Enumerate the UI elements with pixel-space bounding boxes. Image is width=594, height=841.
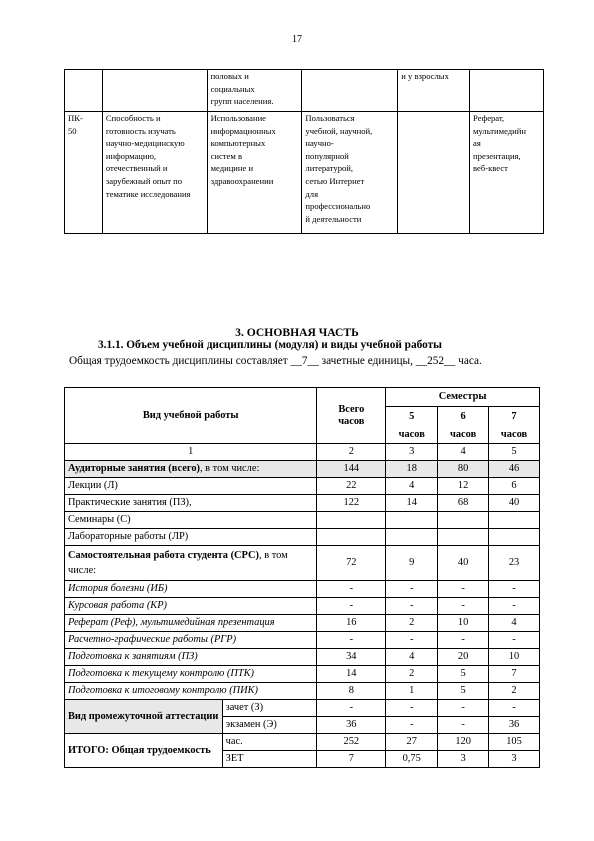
table-row	[65, 546, 540, 581]
attestation-type: экзамен (Э)	[222, 717, 317, 734]
cell-sem5: -	[386, 700, 438, 717]
table-row	[65, 461, 540, 478]
cell-total: -	[317, 700, 386, 717]
numbering-row	[65, 444, 540, 461]
work-type-label-text: Подготовка к занятиям (ПЗ)	[68, 651, 198, 662]
cell-total: 72	[317, 546, 386, 581]
cell-sem7: -	[489, 598, 540, 615]
cell-total: 8	[317, 683, 386, 700]
work-type-label	[65, 478, 317, 495]
competence-knows: половых и социальных групп населения.	[207, 70, 302, 112]
work-type-label-text: , в том числе:	[68, 550, 288, 576]
cell-sem7: 36	[489, 717, 540, 734]
cell-total: -	[317, 632, 386, 649]
section-subtitle: 3.1.1. Объем учебной дисциплины (модуля) и виды учебной работы	[98, 339, 442, 351]
workload-table	[64, 387, 540, 768]
total-unit: ЗЕТ	[222, 751, 317, 768]
cell-sem6: 12	[438, 478, 489, 495]
cell-total	[317, 529, 386, 546]
table-row	[65, 632, 540, 649]
competence-can	[302, 70, 398, 112]
competence-owns	[398, 112, 470, 234]
attestation-type: зачет (З)	[222, 700, 317, 717]
work-type-label	[65, 615, 317, 632]
work-type-label	[65, 632, 317, 649]
cell-total: 252	[317, 734, 386, 751]
table-header-row	[65, 388, 540, 407]
table-row	[65, 529, 540, 546]
work-type-label	[65, 529, 317, 546]
cell-sem7: 4	[489, 615, 540, 632]
cell-sem7: -	[489, 632, 540, 649]
work-type-label-bold: Самостоятельная работа студента (СРС)	[68, 550, 259, 561]
work-type-label	[65, 581, 317, 598]
competence-description	[102, 70, 207, 112]
header-semesters: Семестры	[386, 388, 540, 407]
cell-total: -	[317, 598, 386, 615]
semester-hours-label: часов	[489, 426, 540, 444]
cell-sem5: -	[386, 717, 438, 734]
work-type-label-text: Лекции (Л)	[68, 480, 118, 491]
competence-table	[64, 69, 544, 234]
cell-sem7: 3	[489, 751, 540, 768]
work-type-label-text: Семинары (С)	[68, 514, 131, 525]
cell-sem5	[386, 512, 438, 529]
competence-assessment: Реферат, мультимедийн ая презентация, веб-квест	[470, 112, 544, 234]
semester-number: 7	[489, 407, 540, 427]
competence-code	[65, 70, 103, 112]
work-type-label-text: Лабораторные работы (ЛР)	[68, 531, 189, 542]
table-row	[65, 581, 540, 598]
cell-sem5: 9	[386, 546, 438, 581]
table-row	[65, 649, 540, 666]
header-total: Всего часов	[317, 388, 386, 444]
page-number: 17	[292, 34, 302, 45]
cell-sem7: 2	[489, 683, 540, 700]
cell-sem6: -	[438, 581, 489, 598]
cell-sem6: 5	[438, 666, 489, 683]
semester-hours-label: часов	[438, 426, 489, 444]
cell-sem6: -	[438, 717, 489, 734]
table-row	[65, 478, 540, 495]
cell-total	[317, 512, 386, 529]
column-number: 1	[65, 444, 317, 461]
table-row	[65, 598, 540, 615]
work-type-label-text: Реферат (Реф), мультимедийная презентация	[68, 617, 275, 628]
competence-can: Пользоваться учебной, научной, научно- популярной литературой, сетью Интернет для профессионально й деятельности	[302, 112, 398, 234]
total-row	[65, 734, 540, 751]
cell-sem5: 4	[386, 478, 438, 495]
cell-sem6: -	[438, 598, 489, 615]
work-type-label-text: Расчетно-графические работы (РГР)	[68, 634, 237, 645]
work-type-label-bold: Аудиторные занятия (всего)	[68, 463, 200, 474]
section-intro: Общая трудоемкость дисциплины составляет __7__ зачетные единицы, __252__ часа.	[69, 355, 482, 367]
cell-total: 36	[317, 717, 386, 734]
cell-sem7: 7	[489, 666, 540, 683]
column-number: 3	[386, 444, 438, 461]
cell-total: 122	[317, 495, 386, 512]
work-type-label-text: История болезни (ИБ)	[68, 583, 168, 594]
cell-sem5: 0,75	[386, 751, 438, 768]
work-type-label	[65, 461, 317, 478]
cell-sem5	[386, 529, 438, 546]
cell-sem6: -	[438, 700, 489, 717]
competence-assessment	[470, 70, 544, 112]
column-number: 2	[317, 444, 386, 461]
work-type-label-text: Подготовка к итоговому контролю (ПИК)	[68, 685, 259, 696]
total-unit: час.	[222, 734, 317, 751]
cell-sem5: 27	[386, 734, 438, 751]
cell-total: 144	[317, 461, 386, 478]
table-row	[65, 615, 540, 632]
cell-sem7: -	[489, 581, 540, 598]
cell-sem5: 4	[386, 649, 438, 666]
attestation-row	[65, 700, 540, 717]
cell-sem6: 5	[438, 683, 489, 700]
cell-sem5: 18	[386, 461, 438, 478]
work-type-label	[65, 546, 317, 581]
column-number: 4	[438, 444, 489, 461]
cell-sem7: 6	[489, 478, 540, 495]
cell-sem6: 20	[438, 649, 489, 666]
header-kind: Вид учебной работы	[65, 388, 317, 444]
work-type-label	[65, 598, 317, 615]
work-type-label-text: Практические занятия (ПЗ),	[68, 497, 192, 508]
cell-sem7: -	[489, 700, 540, 717]
cell-sem7: 46	[489, 461, 540, 478]
cell-sem5: 14	[386, 495, 438, 512]
work-type-label	[65, 512, 317, 529]
cell-sem6: 120	[438, 734, 489, 751]
cell-sem5: -	[386, 581, 438, 598]
table-row	[65, 495, 540, 512]
total-label: ИТОГО: Общая трудоемкость	[65, 734, 223, 768]
competence-code: ПК- 50	[65, 112, 103, 234]
table-row	[65, 512, 540, 529]
cell-total: 14	[317, 666, 386, 683]
attestation-label: Вид промежуточной аттестации	[65, 700, 223, 734]
cell-sem5: 1	[386, 683, 438, 700]
cell-total: 34	[317, 649, 386, 666]
semester-hours-label: часов	[386, 426, 438, 444]
cell-sem7: 23	[489, 546, 540, 581]
work-type-label	[65, 683, 317, 700]
work-type-label	[65, 649, 317, 666]
work-type-label	[65, 666, 317, 683]
section-title: 3. ОСНОВНАЯ ЧАСТЬ	[235, 326, 359, 339]
cell-sem5: -	[386, 632, 438, 649]
competence-knows: Использование информационных компьютерных систем в медицине и здравоохранении	[207, 112, 302, 234]
cell-total: 7	[317, 751, 386, 768]
competence-owns: и у взрослых	[398, 70, 470, 112]
work-type-label-text: , в том числе:	[199, 463, 260, 474]
work-type-label-text: Курсовая работа (КР)	[68, 600, 167, 611]
cell-sem6: 10	[438, 615, 489, 632]
semester-number: 5	[386, 407, 438, 427]
competence-row	[65, 112, 544, 234]
table-row	[65, 666, 540, 683]
cell-total: -	[317, 581, 386, 598]
cell-sem6	[438, 529, 489, 546]
table-row	[65, 683, 540, 700]
semester-number: 6	[438, 407, 489, 427]
cell-sem7: 40	[489, 495, 540, 512]
cell-sem7	[489, 529, 540, 546]
cell-sem6: 40	[438, 546, 489, 581]
cell-sem6: -	[438, 632, 489, 649]
cell-sem5: -	[386, 598, 438, 615]
cell-sem7: 10	[489, 649, 540, 666]
cell-sem7	[489, 512, 540, 529]
column-number: 5	[489, 444, 540, 461]
cell-sem5: 2	[386, 615, 438, 632]
cell-sem5: 2	[386, 666, 438, 683]
cell-total: 22	[317, 478, 386, 495]
competence-description: Способность и готовность изучать научно-медицинскую информацию, отечественный и зарубежный опыт по тематике исследования	[102, 112, 207, 234]
cell-sem6: 68	[438, 495, 489, 512]
work-type-label-text: Подготовка к текущему контролю (ПТК)	[68, 668, 255, 679]
work-type-label	[65, 495, 317, 512]
cell-sem6	[438, 512, 489, 529]
cell-sem7: 105	[489, 734, 540, 751]
competence-row	[65, 70, 544, 112]
cell-total: 16	[317, 615, 386, 632]
cell-sem6: 3	[438, 751, 489, 768]
cell-sem6: 80	[438, 461, 489, 478]
